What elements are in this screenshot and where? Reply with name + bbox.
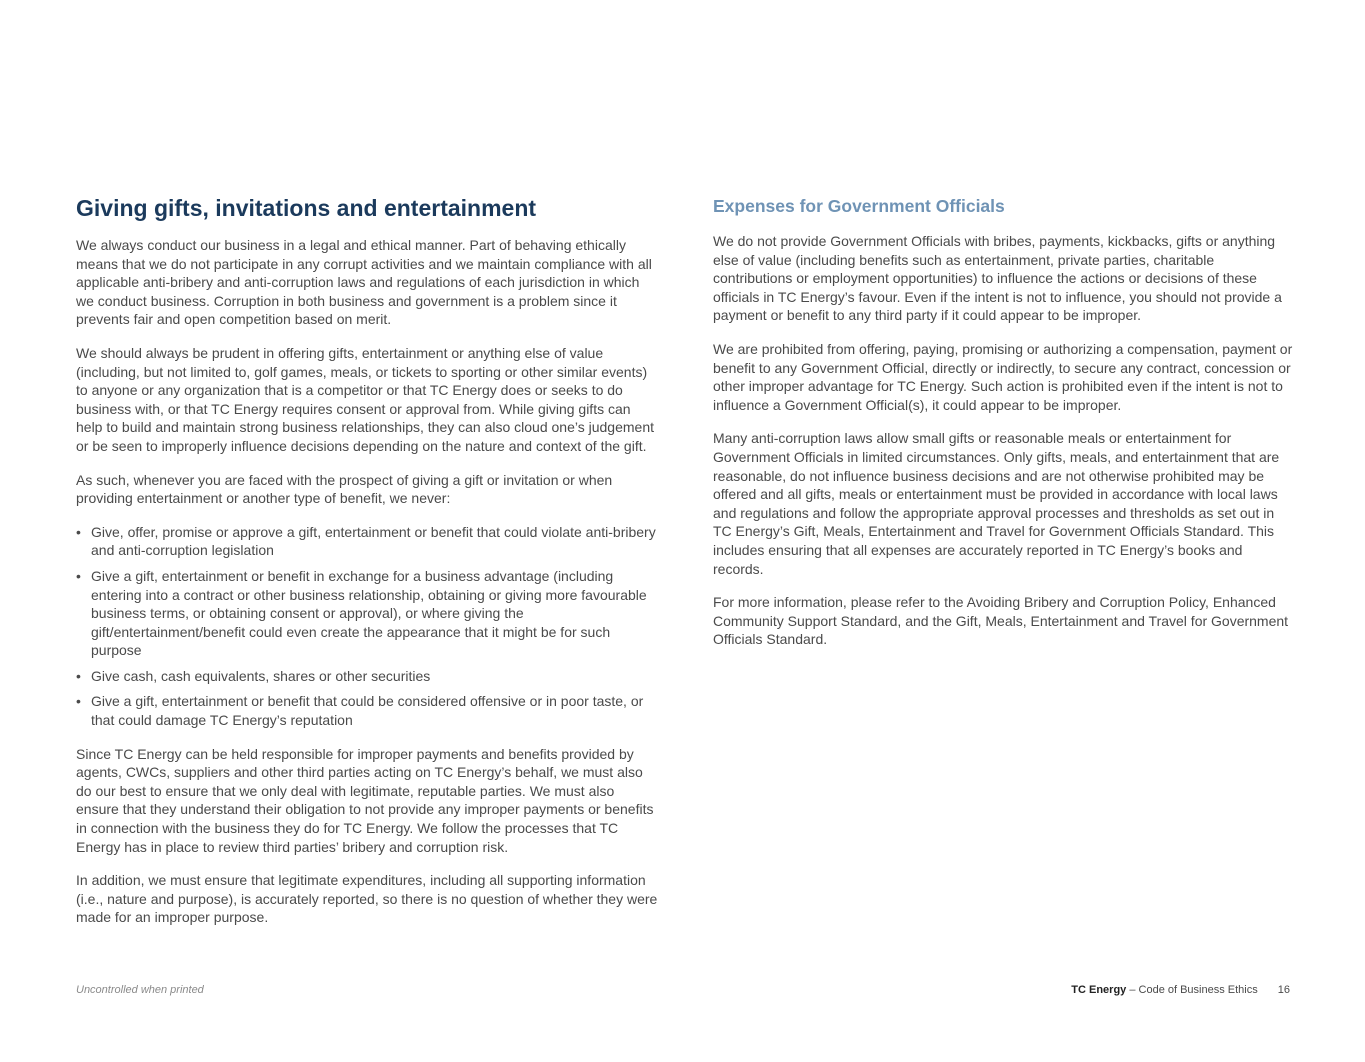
paragraph: Since TC Energy can be held responsible for improper payments and benefits provided by agents, CWCs, suppliers and other third parties acting on TC Energy’s behalf, we must also do our best to ensure that we only deal with legitimate, reputable parties. We must also ensure that they understand their obligation to not provide any improper payments or benefits in connection with the business they do for TC Energy. We follow the processes that TC Energy has in place to review third parties’ bribery and corruption risk.: [76, 745, 654, 855]
list-item-text: Give cash, cash equivalents, shares or other securities: [91, 667, 431, 684]
bullet-icon: •: [76, 523, 81, 540]
left-column: [76, 194, 658, 942]
paragraph: As such, whenever you are faced with the prospect of giving a gift or invitation or when providing entertainment or another type of benefit, we never:: [76, 471, 613, 507]
list-item-text: Give a gift, entertainment or benefit in exchange for a business advantage (including entering into a contract or other business relationship, obtaining or giving more favourable business terms, or obtaining consent or approval), or where giving the gift/entertainment/benefit could even create the appearance that it might be for such purpose: [91, 567, 647, 659]
right-column: [713, 195, 1295, 664]
brand-name: TC Energy: [1071, 984, 1127, 996]
list-item: [76, 567, 658, 660]
bullet-icon: •: [76, 693, 81, 710]
list-item: [76, 692, 658, 729]
list-item: [76, 667, 658, 686]
list-item-text: Give, offer, promise or approve a gift, entertainment or benefit that could violate anti-bribery and anti-corruption legislation: [91, 523, 656, 559]
page-footer: [1071, 984, 1290, 996]
section-heading-gifts: Giving gifts, invitations and entertainment: [76, 195, 537, 221]
section-heading-government-officials: Expenses for Government Officials: [713, 196, 1005, 216]
paragraph: We always conduct our business in a legal and ethical manner. Part of behaving ethically means that we do not participate in any corrupt activities and we maintain compliance with all applicable anti-bribery and anti-corruption laws and regulations of each jurisdiction in which we conduct business. Corruption in both business and government is a problem since it prevents fair and open competition based on merit.: [76, 237, 652, 328]
paragraph: In addition, we must ensure that legitimate expenditures, including all supporting information (i.e., nature and purpose), is accurately reported, so there is no question of whether they were made for an improper purpose.: [76, 872, 658, 926]
bullet-icon: •: [76, 567, 81, 584]
paragraph: For more information, please refer to the Avoiding Bribery and Corruption Policy, Enhanced Community Support Standard, and the Gift, Meals, Entertainment and Travel for Government Officials Standard.: [713, 594, 1289, 648]
paragraph: We should always be prudent in offering gifts, entertainment or anything else of value (including, but not limited to, golf games, meals, or tickets to sporting or other similar events) to anyone or any organization that is a competitor or that TC Energy does or seeks to do business with, or that TC Energy requires consent or approval from. While giving gifts can help to build and maintain strong business relationships, they can also cloud one’s judgement or be seen to improperly influence decisions depending on the nature and context of the gift.: [76, 344, 654, 454]
page-number: 16: [1277, 984, 1290, 996]
list-item: [76, 523, 658, 560]
paragraph: Many anti-corruption laws allow small gifts or reasonable meals or entertainment for Government Officials in limited circumstances. Only gifts, meals, and entertainment that are reasonable, do not influence business decisions and are not otherwise prohibited may be offered and all gifts, meals or entertainment must be provided in accordance with local laws and regulations and follow the appropriate approval processes and thresholds as set out in TC Energy’s Gift, Meals, Entertainment and Travel for Government Officials Standard. This includes ensuring that all expenses are accurately reported in TC Energy’s books and records.: [713, 430, 1280, 577]
uncontrolled-notice: Uncontrolled when printed: [76, 984, 204, 996]
bullet-icon: •: [76, 667, 81, 684]
paragraph: We are prohibited from offering, paying, promising or authorizing a compensation, payment or benefit to any Government Official, directly or indirectly, to secure any contract, concession or other improper advantage for TC Energy. Such action is prohibited even if the intent is not to influence a Government Official(s), it could appear to be improper.: [713, 340, 1293, 413]
document-title: – Code of Business Ethics: [1126, 984, 1258, 996]
paragraph: We do not provide Government Officials with bribes, payments, kickbacks, gifts or anything else of value (including benefits such as entertainment, private parties, charitable contributions or employment opportunities) to influence the actions or decisions of these officials in TC Energy’s favour. Even if the intent is not to influence, you should not provide a payment or benefit to any third party if it could appear to be improper.: [713, 233, 1282, 324]
never-list: [76, 523, 658, 730]
list-item-text: Give a gift, entertainment or benefit that could be considered offensive or in poor taste, or that could damage TC Energy’s reputation: [91, 693, 644, 729]
